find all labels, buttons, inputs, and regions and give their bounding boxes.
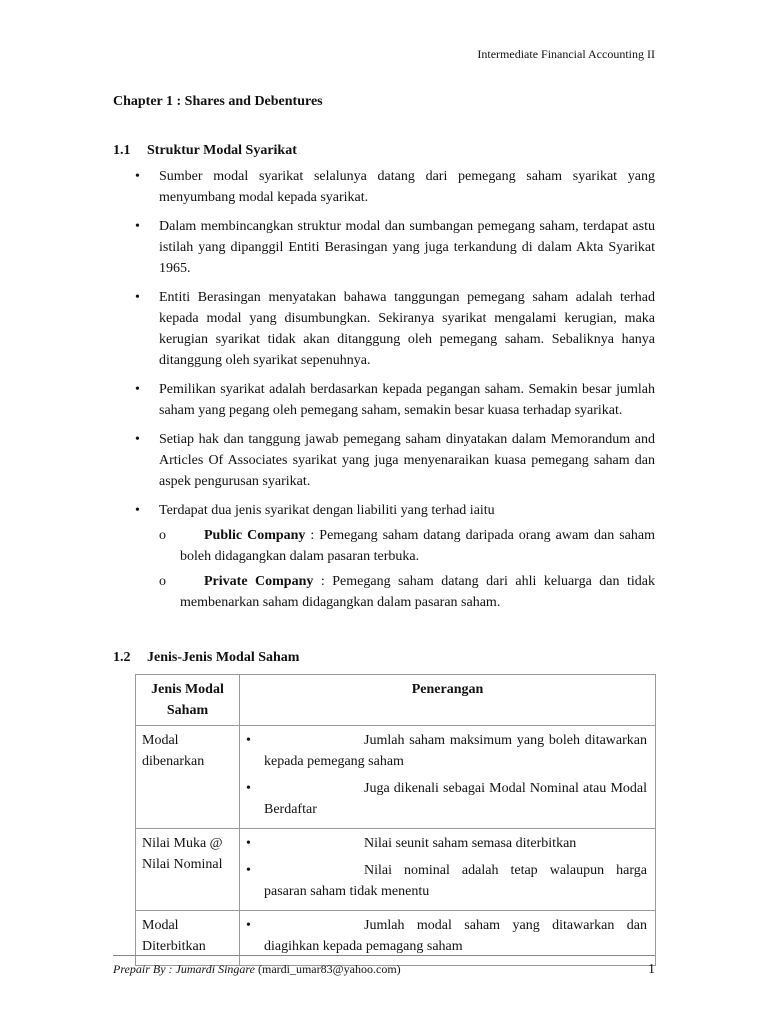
description-text: modal saham yang ditawarkan dan diagihkan kepada pemagang saham — [264, 918, 647, 954]
section-title: Struktur Modal Syarikat — [147, 143, 297, 158]
description-item — [246, 730, 647, 772]
description-text: seunit saham semasa diterbitkan — [392, 836, 577, 851]
bullet-item-company-types — [113, 500, 655, 613]
lead-word-text: Jumlah — [364, 733, 405, 748]
share-capital-table — [135, 674, 656, 966]
bullet-item: • Sumber modal syarikat selalunya datang dari pemegang saham syarikat yang menyumbang modal kepada syarikat. — [113, 166, 655, 208]
bullet-item: • Pemilikan syarikat adalah berdasarkan kepada pegangan saham. Semakin besar jumlah saham yang pegang oleh pemegang saham, semakin besar kuasa terhadap syarikat. — [113, 379, 655, 421]
share-type-cell: Nilai Muka @ Nilai Nominal — [136, 829, 240, 911]
footer-divider — [113, 955, 655, 956]
author-email: (mardi_umar83@yahoo.com) — [254, 962, 401, 976]
section-title: Jenis-Jenis Modal Saham — [147, 650, 300, 665]
table-row — [136, 911, 656, 966]
description-item — [246, 915, 647, 957]
description-cell — [240, 911, 656, 966]
table-row — [136, 829, 656, 911]
bullet-item: • Setiap hak dan tanggung jawab pemegang saham dinyatakan dalam Memorandum and Articles Of Associates syarikat yang juga menyenaraikan kuasa pemegang saham dan aspek pengurusan syarikat. — [113, 429, 655, 492]
running-header: Intermediate Financial Accounting II — [477, 47, 655, 61]
bullet-item: • Entiti Berasingan menyatakan bahawa tanggungan pemegang saham adalah terhad kepada modal yang disumbungkan. Sekiranya syarikat mengalami kerugian, maka kerugian syarikat tidak akan ditanggung oleh pemegang saham. Sebaliknya hanya ditanggung oleh syarikat sepenuhnya. — [113, 287, 655, 371]
section-heading-1-1 — [113, 143, 297, 159]
description-cell — [240, 726, 656, 829]
description-item — [246, 833, 647, 854]
sub-list — [159, 525, 655, 613]
bullet-text: Terdapat dua jenis syarikat dengan liabiliti yang terhad iaitu — [159, 503, 495, 518]
description-text: saham maksimum yang boleh ditawarkan kepada pemegang saham — [264, 733, 647, 769]
section-heading-1-2 — [113, 650, 299, 666]
lead-word-text: Jumlah — [364, 918, 405, 933]
sub-item-private-company — [159, 571, 655, 613]
chapter-title: Chapter 1 : Shares and Debentures — [113, 94, 323, 109]
bullet-list — [113, 166, 655, 621]
table-header-row — [136, 675, 656, 726]
lead-word-text: Juga — [364, 781, 390, 796]
description-item — [246, 778, 647, 820]
page-number: 1 — [648, 962, 655, 977]
term: Public Company — [204, 528, 306, 543]
circle-marker: o — [159, 528, 166, 543]
description-cell — [240, 829, 656, 911]
table-row — [136, 726, 656, 829]
lead-word-text: Nilai — [364, 863, 392, 878]
description-item — [246, 860, 647, 902]
lead-word-text: Nilai — [364, 836, 392, 851]
share-type-cell: Modal dibenarkan — [136, 726, 240, 829]
term: Private Company — [204, 574, 314, 589]
circle-marker: o — [159, 574, 166, 589]
column-header: Penerangan — [240, 675, 656, 726]
sub-item-public-company — [159, 525, 655, 567]
footer-credit — [113, 962, 401, 977]
definition: : Pemegang saham datang dari ahli keluarga dan tidak membenarkan saham didagangkan dalam pasaran saham. — [180, 574, 655, 610]
column-header: Jenis Modal Saham — [136, 675, 240, 726]
author-credit: Prepair By : Jumardi Singare — [113, 962, 255, 976]
description-text: nominal adalah tetap walaupun harga pasaran saham tidak menentu — [264, 863, 647, 899]
section-number: 1.1 — [113, 143, 131, 158]
description-text: dikenali sebagai Modal Nominal atau Modal Berdaftar — [264, 781, 647, 817]
bullet-item: • Dalam membincangkan struktur modal dan sumbangan pemegang saham, terdapat astu istilah yang dipanggil Entiti Berasingan yang juga terkandung di dalam Akta Syarikat 1965. — [113, 216, 655, 279]
section-number: 1.2 — [113, 650, 131, 665]
definition: : Pemegang saham datang daripada orang awam dan saham boleh didagangkan dalam pasaran terbuka. — [180, 528, 655, 564]
share-type-cell: Modal Diterbitkan — [136, 911, 240, 966]
